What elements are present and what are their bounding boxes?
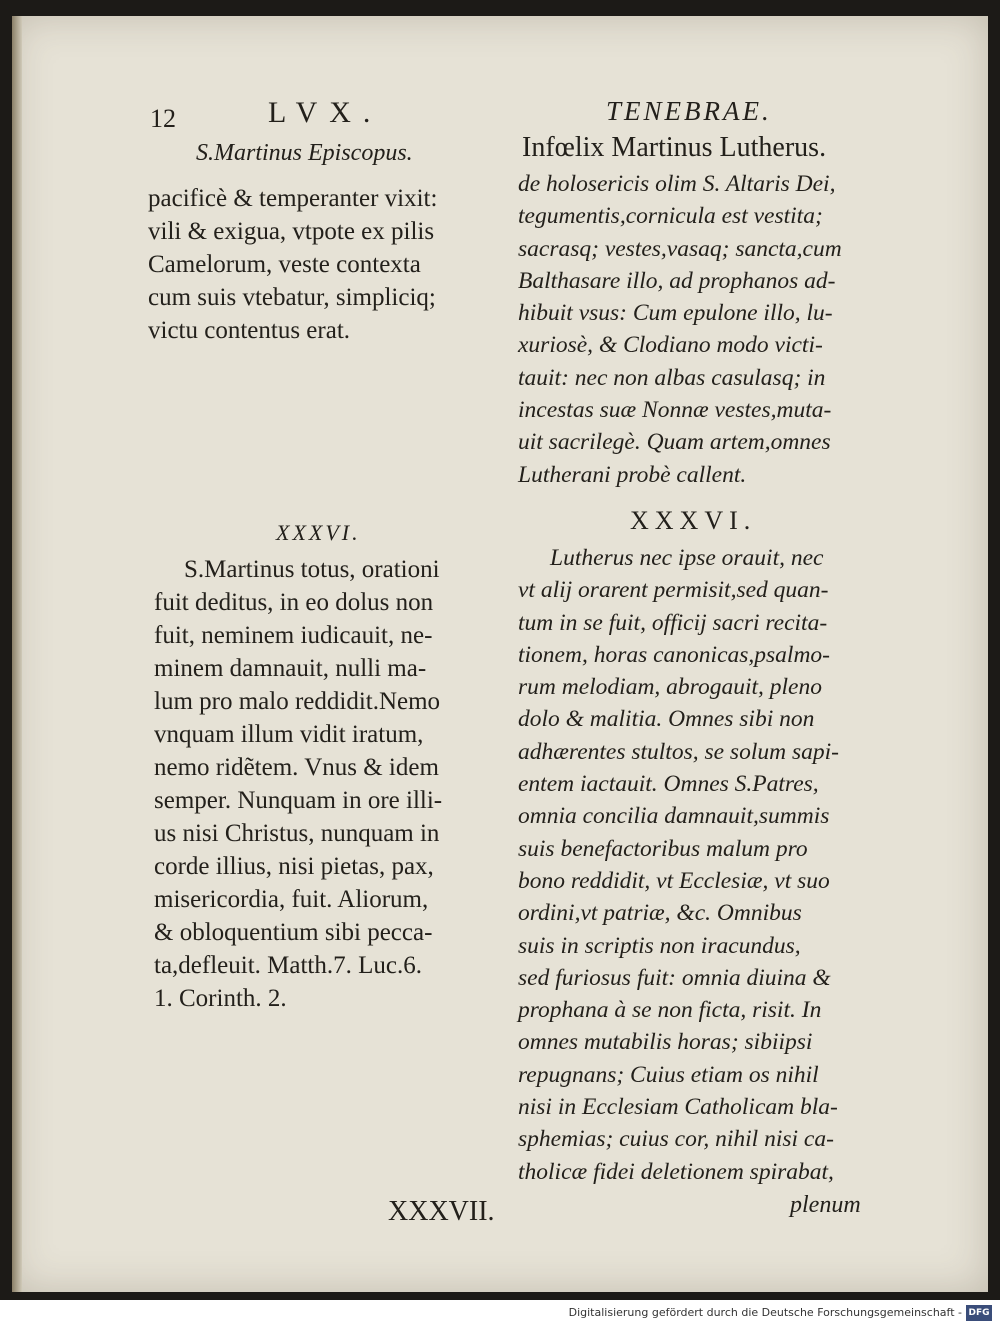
- left-top-text: [148, 182, 500, 347]
- text-line: repugnans; Cuius etiam os nihil: [518, 1061, 819, 1088]
- right-subtitle: Infœlix Martinus Lutherus.: [522, 132, 827, 163]
- text-line: ta,defleuit. Matth.7. Luc.6.: [154, 952, 422, 979]
- text-line: tionem, horas canonicas,psalmo-: [518, 641, 831, 668]
- text-line: us nisi Christus, nunquam in: [154, 820, 440, 847]
- left-section-text: [154, 553, 500, 1015]
- text-line: pacificè & temperanter vixit:: [148, 185, 438, 212]
- text-line: uit sacrilegè. Quam artem,omnes: [518, 429, 831, 456]
- text-line: Balthasare illo, ad prophanos ad-: [518, 267, 836, 294]
- page-spine-shadow: [12, 16, 22, 1292]
- text-line: fuit deditus, in eo dolus non: [154, 589, 434, 616]
- left-catchword: XXXVII.: [388, 1196, 495, 1227]
- text-line: de holosericis olim S. Altaris Dei,: [518, 171, 836, 197]
- text-line: & obloquentium sibi pecca-: [154, 919, 433, 946]
- text-line: Camelorum, veste contexta: [148, 251, 421, 278]
- text-line: incestas suæ Nonnæ vestes,muta-: [518, 397, 832, 424]
- text-line: nisi in Ecclesiam Catholicam bla-: [518, 1094, 838, 1121]
- right-running-head: TENEBRAE.: [606, 96, 772, 126]
- text-line: lum pro malo reddidit.Nemo: [154, 688, 441, 715]
- text-line: tholicæ fidei deletionem spirabat,: [518, 1158, 834, 1185]
- text-line: entem iactauit. Omnes S.Patres,: [518, 771, 819, 798]
- text-line: tegumentis,cornicula est vestita;: [518, 203, 823, 230]
- text-line: rum melodiam, abrogauit, pleno: [518, 674, 822, 701]
- text-line: ordini,vt patriæ, &c. Omnibus: [518, 900, 802, 927]
- text-line: vnquam illum vidit iratum,: [154, 721, 424, 748]
- text-line: corde illius, nisi pietas, pax,: [154, 853, 434, 880]
- text-line: vili & exigua, vtpote ex pilis: [148, 218, 435, 245]
- text-line: tauit: nec non albas casulasq; in: [518, 364, 826, 391]
- text-line: xuriosè, & Clodiano modo victi-: [518, 332, 823, 359]
- left-section-heading: XXXVI.: [276, 520, 361, 545]
- text-line: vt alij orarent permisit,sed quan-: [518, 577, 829, 604]
- text-line: bono reddidit, vt Ecclesiæ, vt suo: [518, 867, 830, 894]
- text-line: adhærentes stultos, se solum sapi-: [518, 738, 839, 765]
- right-section-heading: XXXVI.: [630, 506, 757, 535]
- text-line: semper. Nunquam in ore illi-: [154, 787, 443, 814]
- text-line: prophana à se non ficta, risit. In: [518, 997, 822, 1024]
- text-line: misericordia, fuit. Aliorum,: [154, 886, 429, 913]
- text-line: sacrasq; vestes,vasaq; sancta,cum: [518, 235, 842, 262]
- text-line: cum suis vtebatur, simpliciq;: [148, 284, 436, 311]
- text-line: omnia concilia damnauit,summis: [518, 803, 830, 830]
- text-line: 1. Corinth. 2.: [154, 985, 287, 1012]
- text-line: minem damnauit, nulli ma-: [154, 655, 427, 682]
- text-line: fuit, neminem iudicauit, ne-: [154, 622, 433, 649]
- right-top-text: [518, 168, 878, 491]
- text-line: suis in scriptis non iracundus,: [518, 932, 801, 959]
- right-section-text: [518, 542, 878, 1188]
- left-subtitle: S.Martinus Episcopus.: [196, 140, 413, 166]
- page-number: 12: [150, 104, 176, 133]
- text-line: Lutherus nec ipse orauit, nec: [550, 545, 824, 571]
- text-line: nemo ridẽtem. Vnus & idem: [154, 754, 439, 781]
- footer-bar: [0, 1302, 1000, 1326]
- dfg-logo: DFG: [966, 1305, 992, 1321]
- funding-credit: Digitalisierung gefördert durch die Deutsche Forschungsgemeinschaft -: [568, 1306, 962, 1319]
- text-line: Lutherani probè callent.: [518, 461, 747, 488]
- text-line: hibuit vsus: Cum epulone illo, lu-: [518, 300, 833, 327]
- text-line: omnes mutabilis horas; sibiipsi: [518, 1029, 813, 1056]
- right-catchword: plenum: [790, 1192, 861, 1218]
- text-line: victu contentus erat.: [148, 317, 351, 344]
- text-line: sphemias; cuius cor, nihil nisi ca-: [518, 1126, 834, 1153]
- text-line: suis benefactoribus malum pro: [518, 835, 808, 862]
- text-line: dolo & malitia. Omnes sibi non: [518, 706, 815, 733]
- text-line: sed furiosus fuit: omnia diuina &: [518, 964, 831, 991]
- left-running-head: LVX.: [268, 96, 383, 129]
- text-line: tum in se fuit, officij sacri recita-: [518, 609, 828, 636]
- text-line: S.Martinus totus, orationi: [184, 556, 440, 583]
